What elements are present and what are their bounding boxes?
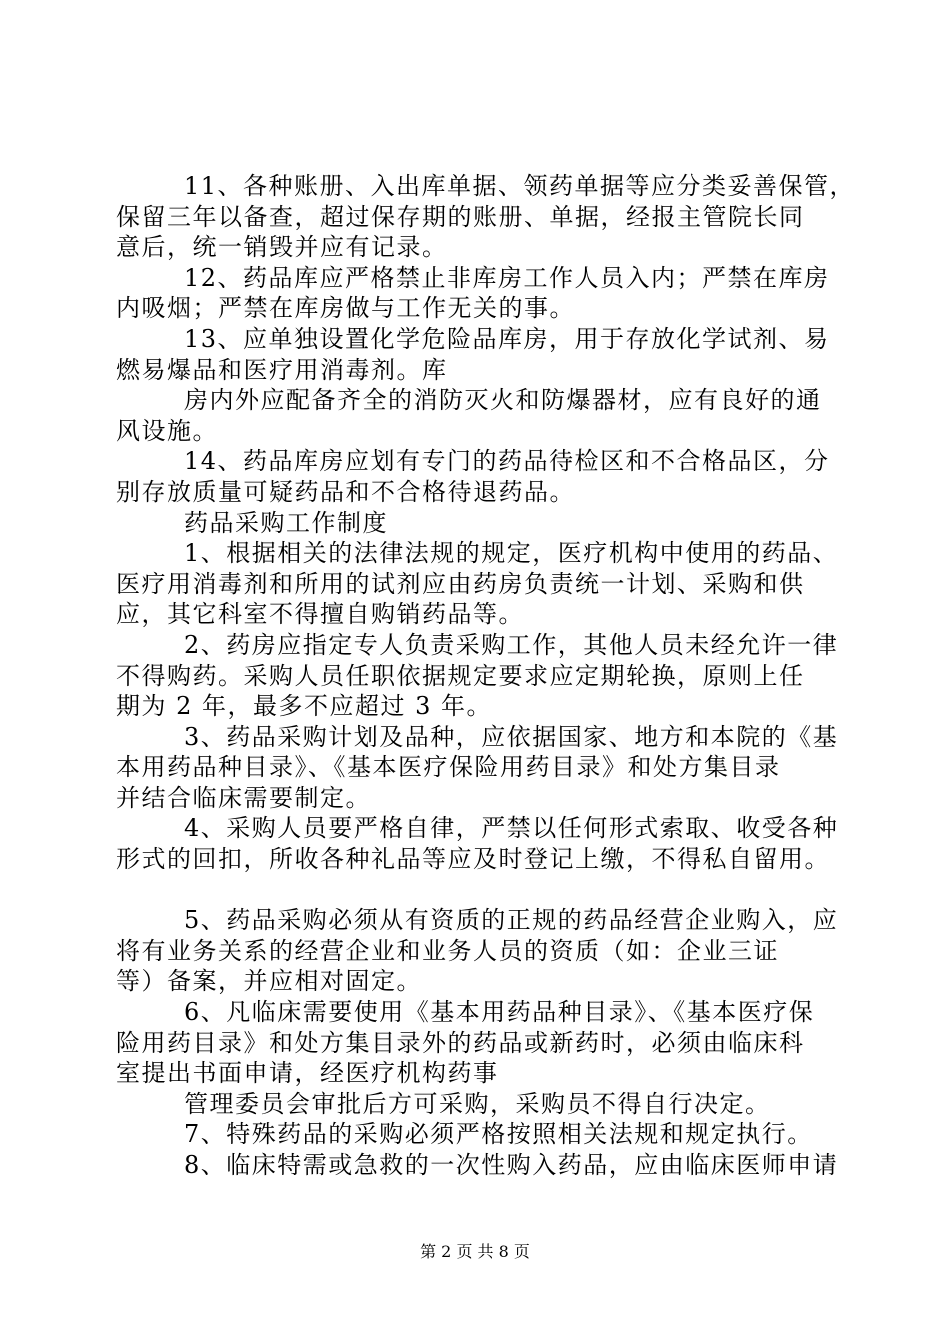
text-line: 13、应单独设置化学危险品库房，用于存放化学试剂、易 bbox=[184, 324, 830, 353]
text-line: 并结合临床需要制定。 bbox=[116, 783, 371, 812]
text-line: 4、采购人员要严格自律，严禁以任何形式索取、收受各种 bbox=[184, 814, 839, 843]
text-line: 不得购药。采购人员任职依据规定要求应定期轮换，原则上任 bbox=[116, 661, 805, 690]
text-line: 等）备案，并应相对固定。 bbox=[116, 967, 422, 996]
text-line: 意后，统一销毁并应有记录。 bbox=[116, 233, 448, 262]
text-line: 本用药品种目录》、《基本医疗保险用药目录》和处方集目录 bbox=[116, 753, 781, 782]
text-line: 药品采购工作制度 bbox=[184, 508, 388, 537]
text-line: 别存放质量可疑药品和不合格待退药品。 bbox=[116, 477, 575, 506]
blank-line bbox=[116, 875, 836, 906]
text-line: 内吸烟；严禁在库房做与工作无关的事。 bbox=[116, 294, 575, 323]
document-body bbox=[116, 171, 856, 1181]
text-line: 12、药品库应严格禁止非库房工作人员入内；严禁在库房 bbox=[184, 263, 830, 292]
page-footer: 第 2 页 共 8 页 bbox=[420, 1242, 530, 1261]
text-line: 险用药目录》和处方集目录外的药品或新药时，必须由临床科 bbox=[116, 1028, 805, 1057]
text-line: 房内外应配备齐全的消防灭火和防爆器材，应有良好的通 bbox=[184, 386, 822, 415]
text-line: 室提出书面申请，经医疗机构药事 bbox=[116, 1059, 499, 1088]
text-line: 保留三年以备查，超过保存期的账册、单据，经报主管院长同 bbox=[116, 202, 805, 231]
text-line: 形式的回扣，所收各种礼品等应及时登记上缴，不得私自留用。 bbox=[116, 845, 830, 874]
text-line: 1、根据相关的法律法规的规定，医疗机构中使用的药品、 bbox=[184, 539, 839, 568]
text-line: 医疗用消毒剂和所用的试剂应由药房负责统一计划、采购和供 bbox=[116, 569, 805, 598]
text-line: 7、特殊药品的采购必须严格按照相关法规和规定执行。 bbox=[184, 1120, 813, 1149]
text-line: 3、药品采购计划及品种，应依据国家、地方和本院的《基 bbox=[184, 722, 839, 751]
text-line: 风设施。 bbox=[116, 416, 218, 445]
text-line: 管理委员会审批后方可采购，采购员不得自行决定。 bbox=[184, 1089, 771, 1118]
text-line: 14、药品库房应划有专门的药品待检区和不合格品区，分 bbox=[184, 447, 830, 476]
text-line: 燃易爆品和医疗用消毒剂。库 bbox=[116, 355, 448, 384]
text-line: 8、临床特需或急救的一次性购入药品，应由临床医师申请 bbox=[184, 1151, 839, 1179]
text-line: 期为 2 年，最多不应超过 3 年。 bbox=[116, 692, 493, 721]
text-line: 将有业务关系的经营企业和业务人员的资质（如：企业三证 bbox=[116, 936, 779, 965]
text-line: 5、药品采购必须从有资质的正规的药品经营企业购入，应 bbox=[184, 906, 839, 935]
text-line: 2、药房应指定专人负责采购工作，其他人员未经允许一律 bbox=[184, 630, 839, 659]
text-line: 6、凡临床需要使用《基本用药品种目录》、《基本医疗保 bbox=[184, 998, 815, 1027]
text-line: 应，其它科室不得擅自购销药品等。 bbox=[116, 600, 524, 629]
text-line: 11、各种账册、入出库单据、领药单据等应分类妥善保管， bbox=[184, 172, 856, 200]
